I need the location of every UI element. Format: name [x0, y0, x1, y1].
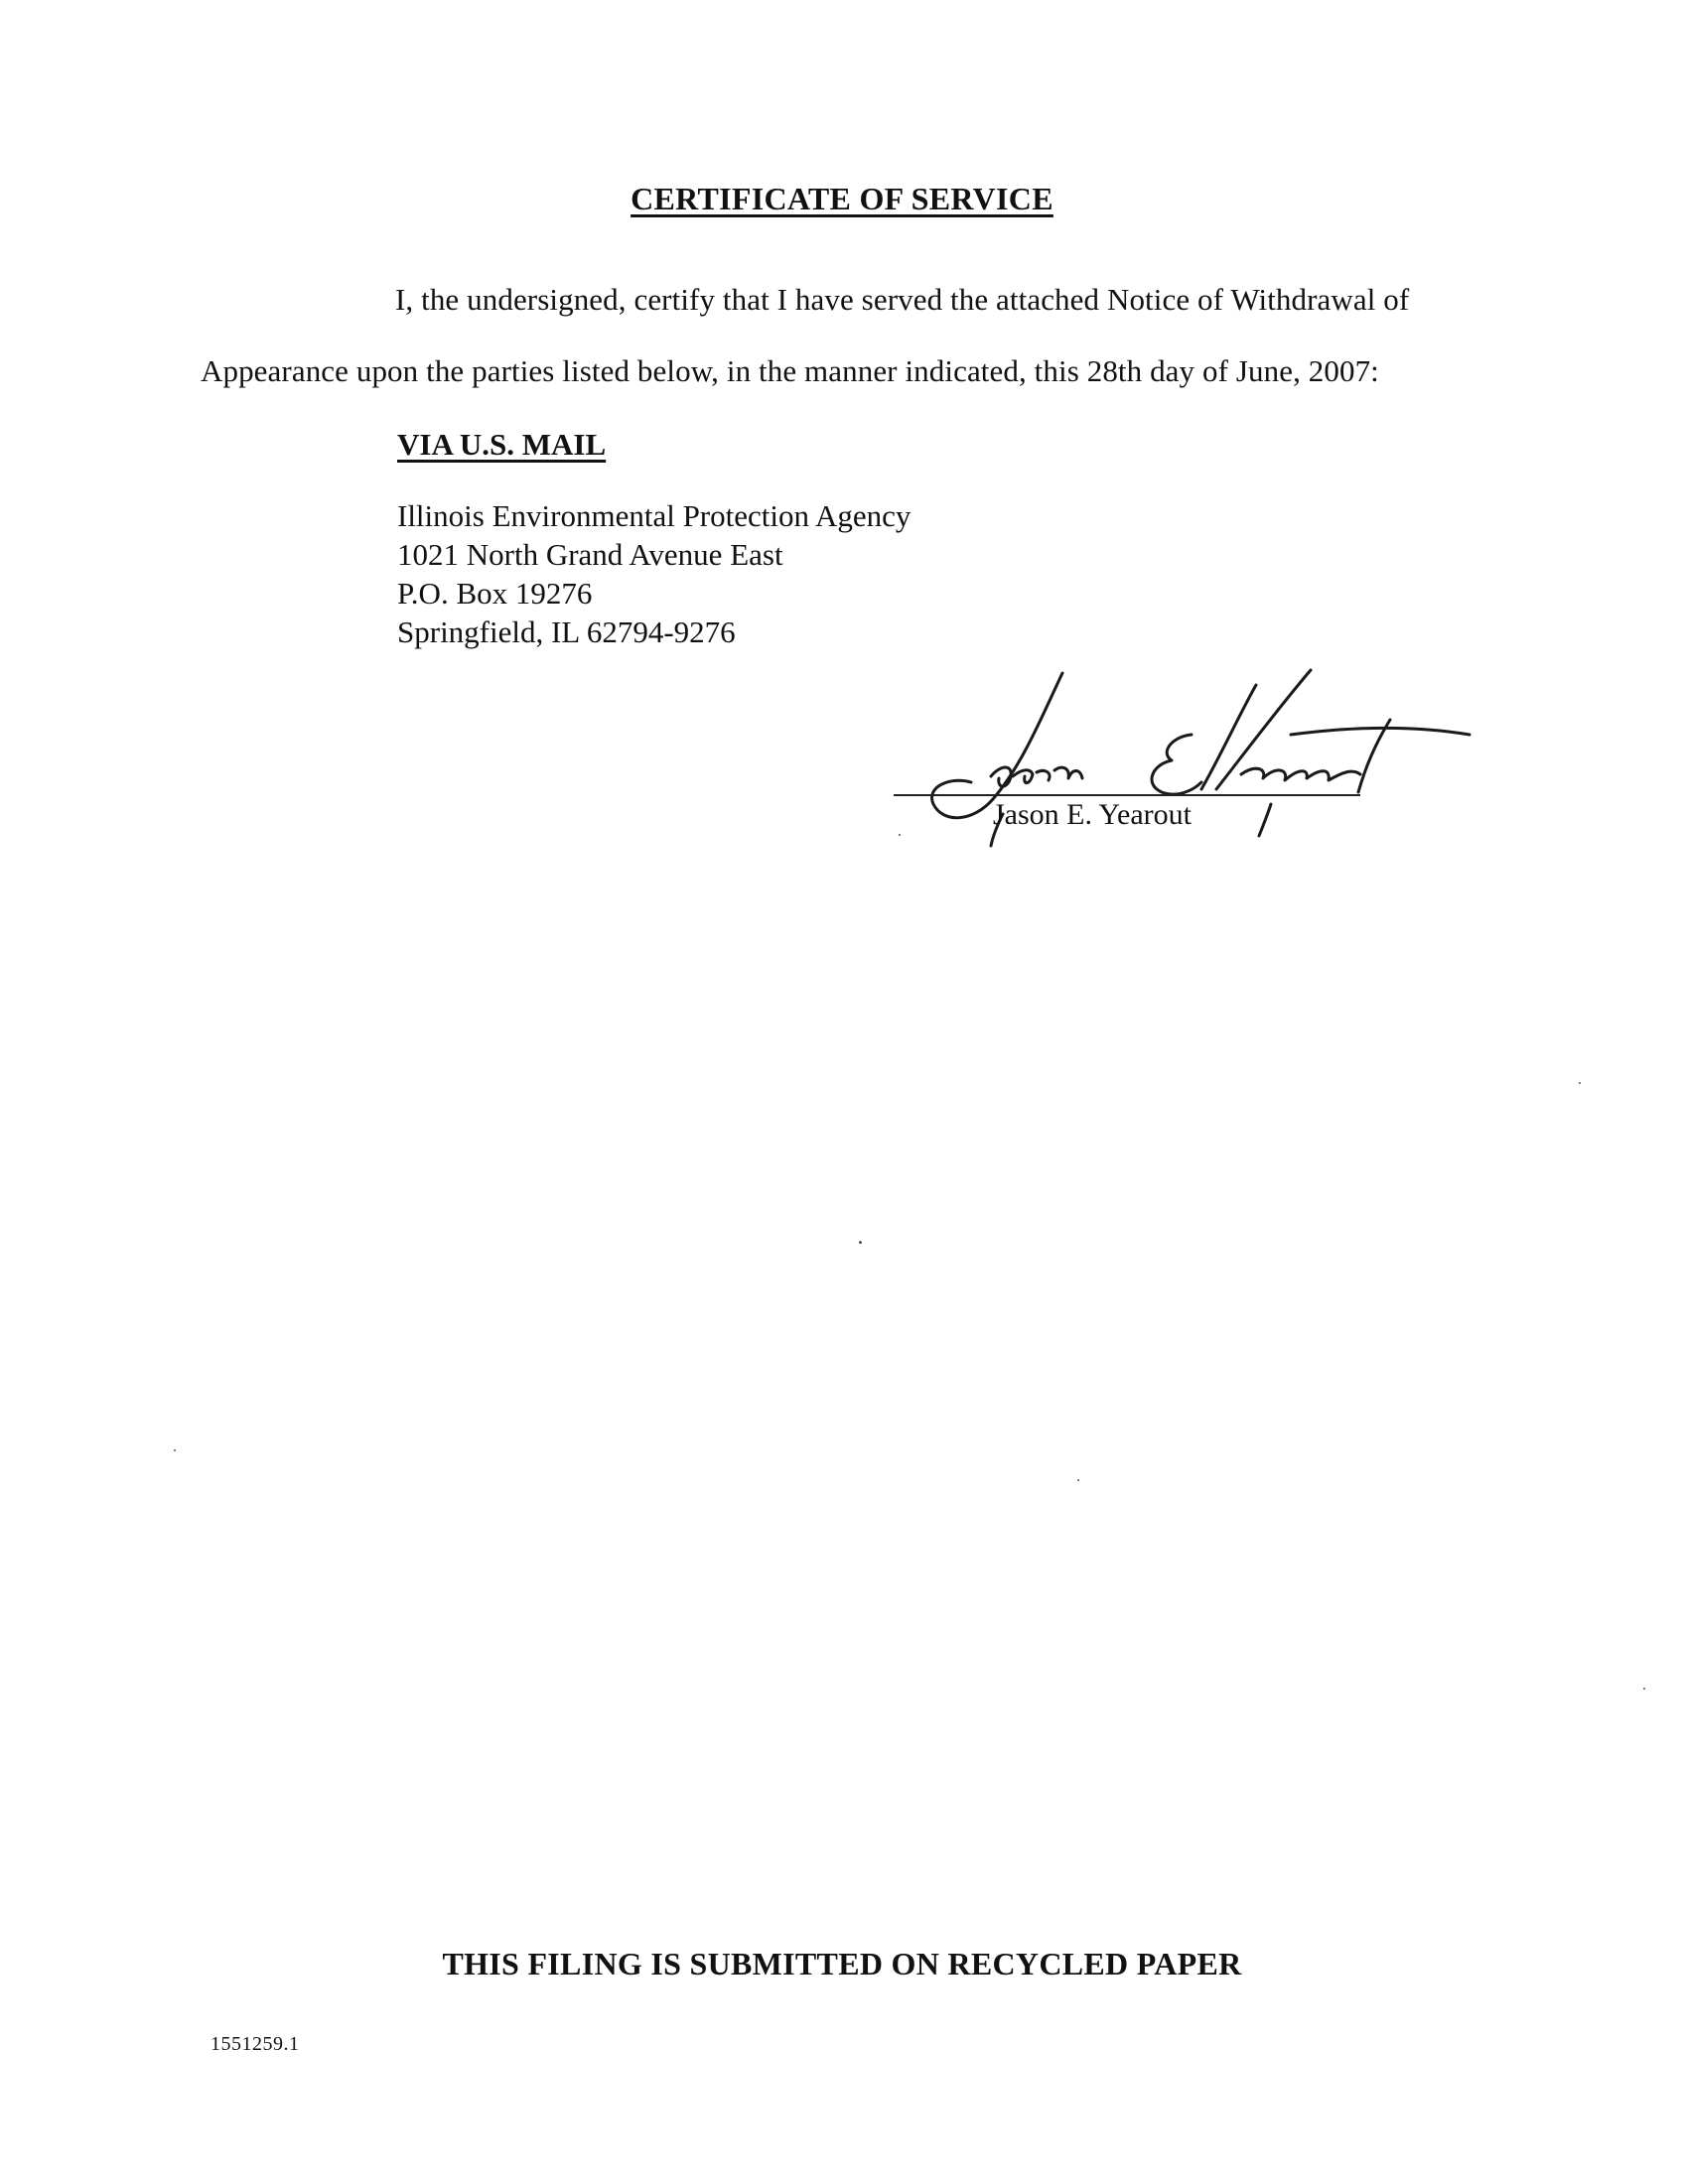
document-title: CERTIFICATE OF SERVICE [631, 181, 1053, 216]
certification-line-1: I, the undersigned, certify that I have served the attached Notice of Withdrawal of [395, 282, 1410, 317]
scan-speck [174, 1449, 176, 1451]
scan-speck [859, 1241, 862, 1244]
scan-speck [1077, 1479, 1079, 1481]
scan-speck [1643, 1688, 1645, 1690]
recycled-paper-notice: THIS FILING IS SUBMITTED ON RECYCLED PAPER [442, 1946, 1242, 1981]
certification-line-2: Appearance upon the parties listed below, in the manner indicated, this 28th day of June, 2007: [201, 353, 1379, 388]
recipient-po-box: P.O. Box 19276 [397, 576, 593, 611]
scan-speck [1579, 1082, 1581, 1084]
document-number: 1551259.1 [210, 2033, 300, 2055]
signer-name: Jason E. Yearout [993, 798, 1192, 831]
recipient-city-state-zip: Springfield, IL 62794-9276 [397, 614, 736, 649]
handwritten-signature [874, 665, 1479, 864]
scan-speck [899, 834, 901, 836]
service-method-heading: VIA U.S. MAIL [397, 427, 607, 462]
recipient-address [397, 496, 911, 651]
recipient-name: Illinois Environmental Protection Agency [397, 498, 912, 533]
signature-line [894, 794, 1360, 796]
recipient-street: 1021 North Grand Avenue East [397, 537, 783, 572]
